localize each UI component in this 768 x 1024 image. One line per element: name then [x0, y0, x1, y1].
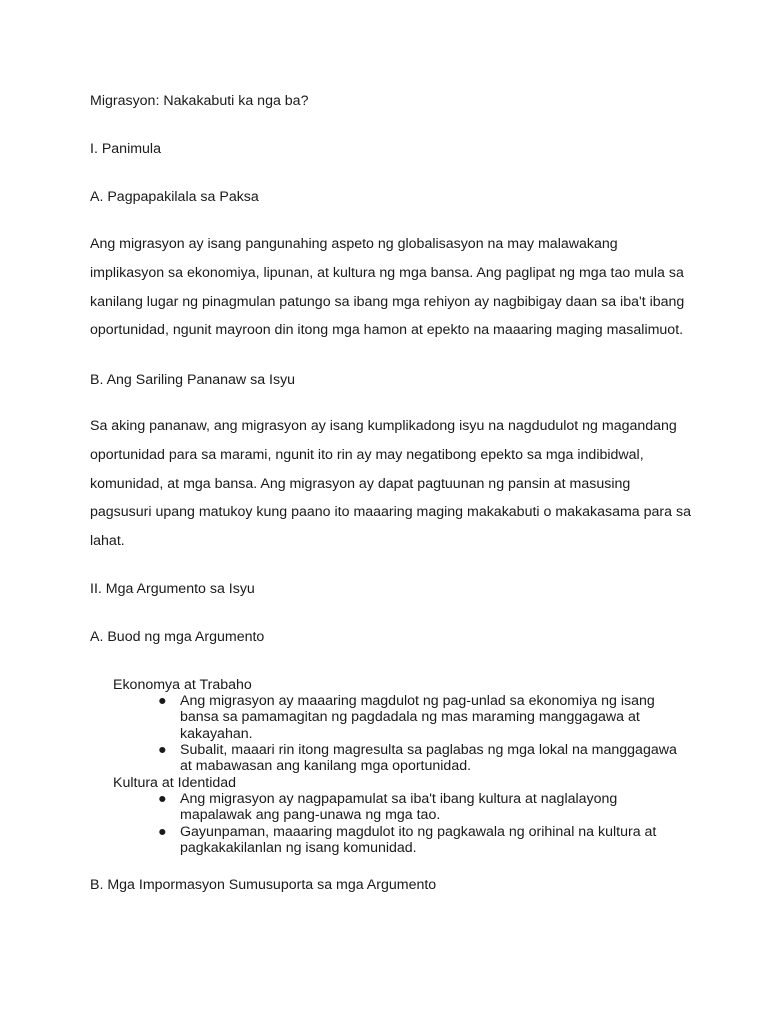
paragraph-opinion — [90, 412, 690, 556]
bullet-line: at mabawasan ang kanilang mga oportunidad. — [180, 758, 472, 775]
document-title: Migrasyon: Nakakabuti ka nga ba? — [90, 93, 309, 109]
list-item — [158, 693, 698, 742]
paragraph-line: kanilang lugar ng pinagmulan patungo sa ibang mga rehiyon ay nagbibigay daan sa iba't ibang — [90, 293, 685, 310]
bullet-line: Ang migrasyon ay maaaring magdulot ng pag-unlad sa ekonomiya ng isang — [180, 693, 655, 709]
paragraph-line: lahat. — [90, 533, 125, 550]
paragraph-line: implikasyon sa ekonomiya, lipunan, at kultura ng mga bansa. Ang paglipat ng mga tao mula sa — [90, 264, 684, 281]
paragraph-line: pagsusuri upang matukoy kung paano ito maaaring maging makakabuti o makakasama para sa — [90, 504, 691, 521]
bullet-line: mapalawak ang pang-unawa ng mga tao. — [180, 807, 441, 824]
subheading-sariling-pananaw: B. Ang Sariling Pananaw sa Isyu — [90, 372, 296, 388]
subheading-pagpapakilala: A. Pagpapakilala sa Paksa — [90, 189, 259, 205]
paragraph-line: komunidad, at mga bansa. Ang migrasyon ay dapat pagtuunan ng pansin at masusing — [90, 475, 631, 492]
paragraph-line: Sa aking pananaw, ang migrasyon ay isang kumplikadong isyu na nagdudulot ng magandang — [90, 418, 677, 434]
list-item — [158, 824, 698, 857]
section-heading-argumento: II. Mga Argumento sa Isyu — [90, 581, 255, 597]
paragraph-line: oportunidad, ngunit mayroon din itong mga hamon at epekto na maaaring maging masalimuot. — [90, 322, 684, 339]
bullet-line: Gayunpaman, maaaring magdulot ito ng pagkawala ng orihinal na kultura at — [180, 824, 657, 840]
subheading-buod: A. Buod ng mga Argumento — [90, 629, 265, 645]
list-item — [158, 742, 698, 775]
bullet-line: kakayahan. — [180, 725, 253, 742]
bullet-line: Ang migrasyon ay nagpapamulat sa iba't ibang kultura at naglalayong — [180, 791, 618, 807]
bullet-line: Subalit, maaari rin itong magresulta sa paglabas ng mga lokal na manggagawa — [180, 742, 677, 758]
topic-label-ekonomya: Ekonomya at Trabaho — [113, 677, 252, 693]
paragraph-line: oportunidad para sa marami, ngunit ito rin ay may negatibong epekto sa mga indibidwal, — [90, 446, 644, 463]
section-heading-panimula: I. Panimula — [90, 141, 161, 157]
bullet-icon: ● — [158, 824, 167, 840]
bullet-icon: ● — [158, 742, 167, 758]
bullet-icon: ● — [158, 791, 167, 807]
bullet-line: pagkakakilanlan ng isang komunidad. — [180, 840, 417, 857]
paragraph-line: Ang migrasyon ay isang pangunahing aspeto ng globalisasyon na may malawakang — [90, 236, 618, 252]
topic-label-kultura: Kultura at Identidad — [113, 775, 237, 791]
bullet-icon: ● — [158, 693, 167, 709]
bullet-line: bansa sa pamamagitan ng pagdadala ng mas maraming manggagawa at — [180, 709, 640, 726]
subheading-impormasyon: B. Mga Impormasyon Sumusuporta sa mga Argumento — [90, 877, 437, 893]
paragraph-introduction — [90, 230, 690, 345]
list-item — [158, 791, 698, 824]
